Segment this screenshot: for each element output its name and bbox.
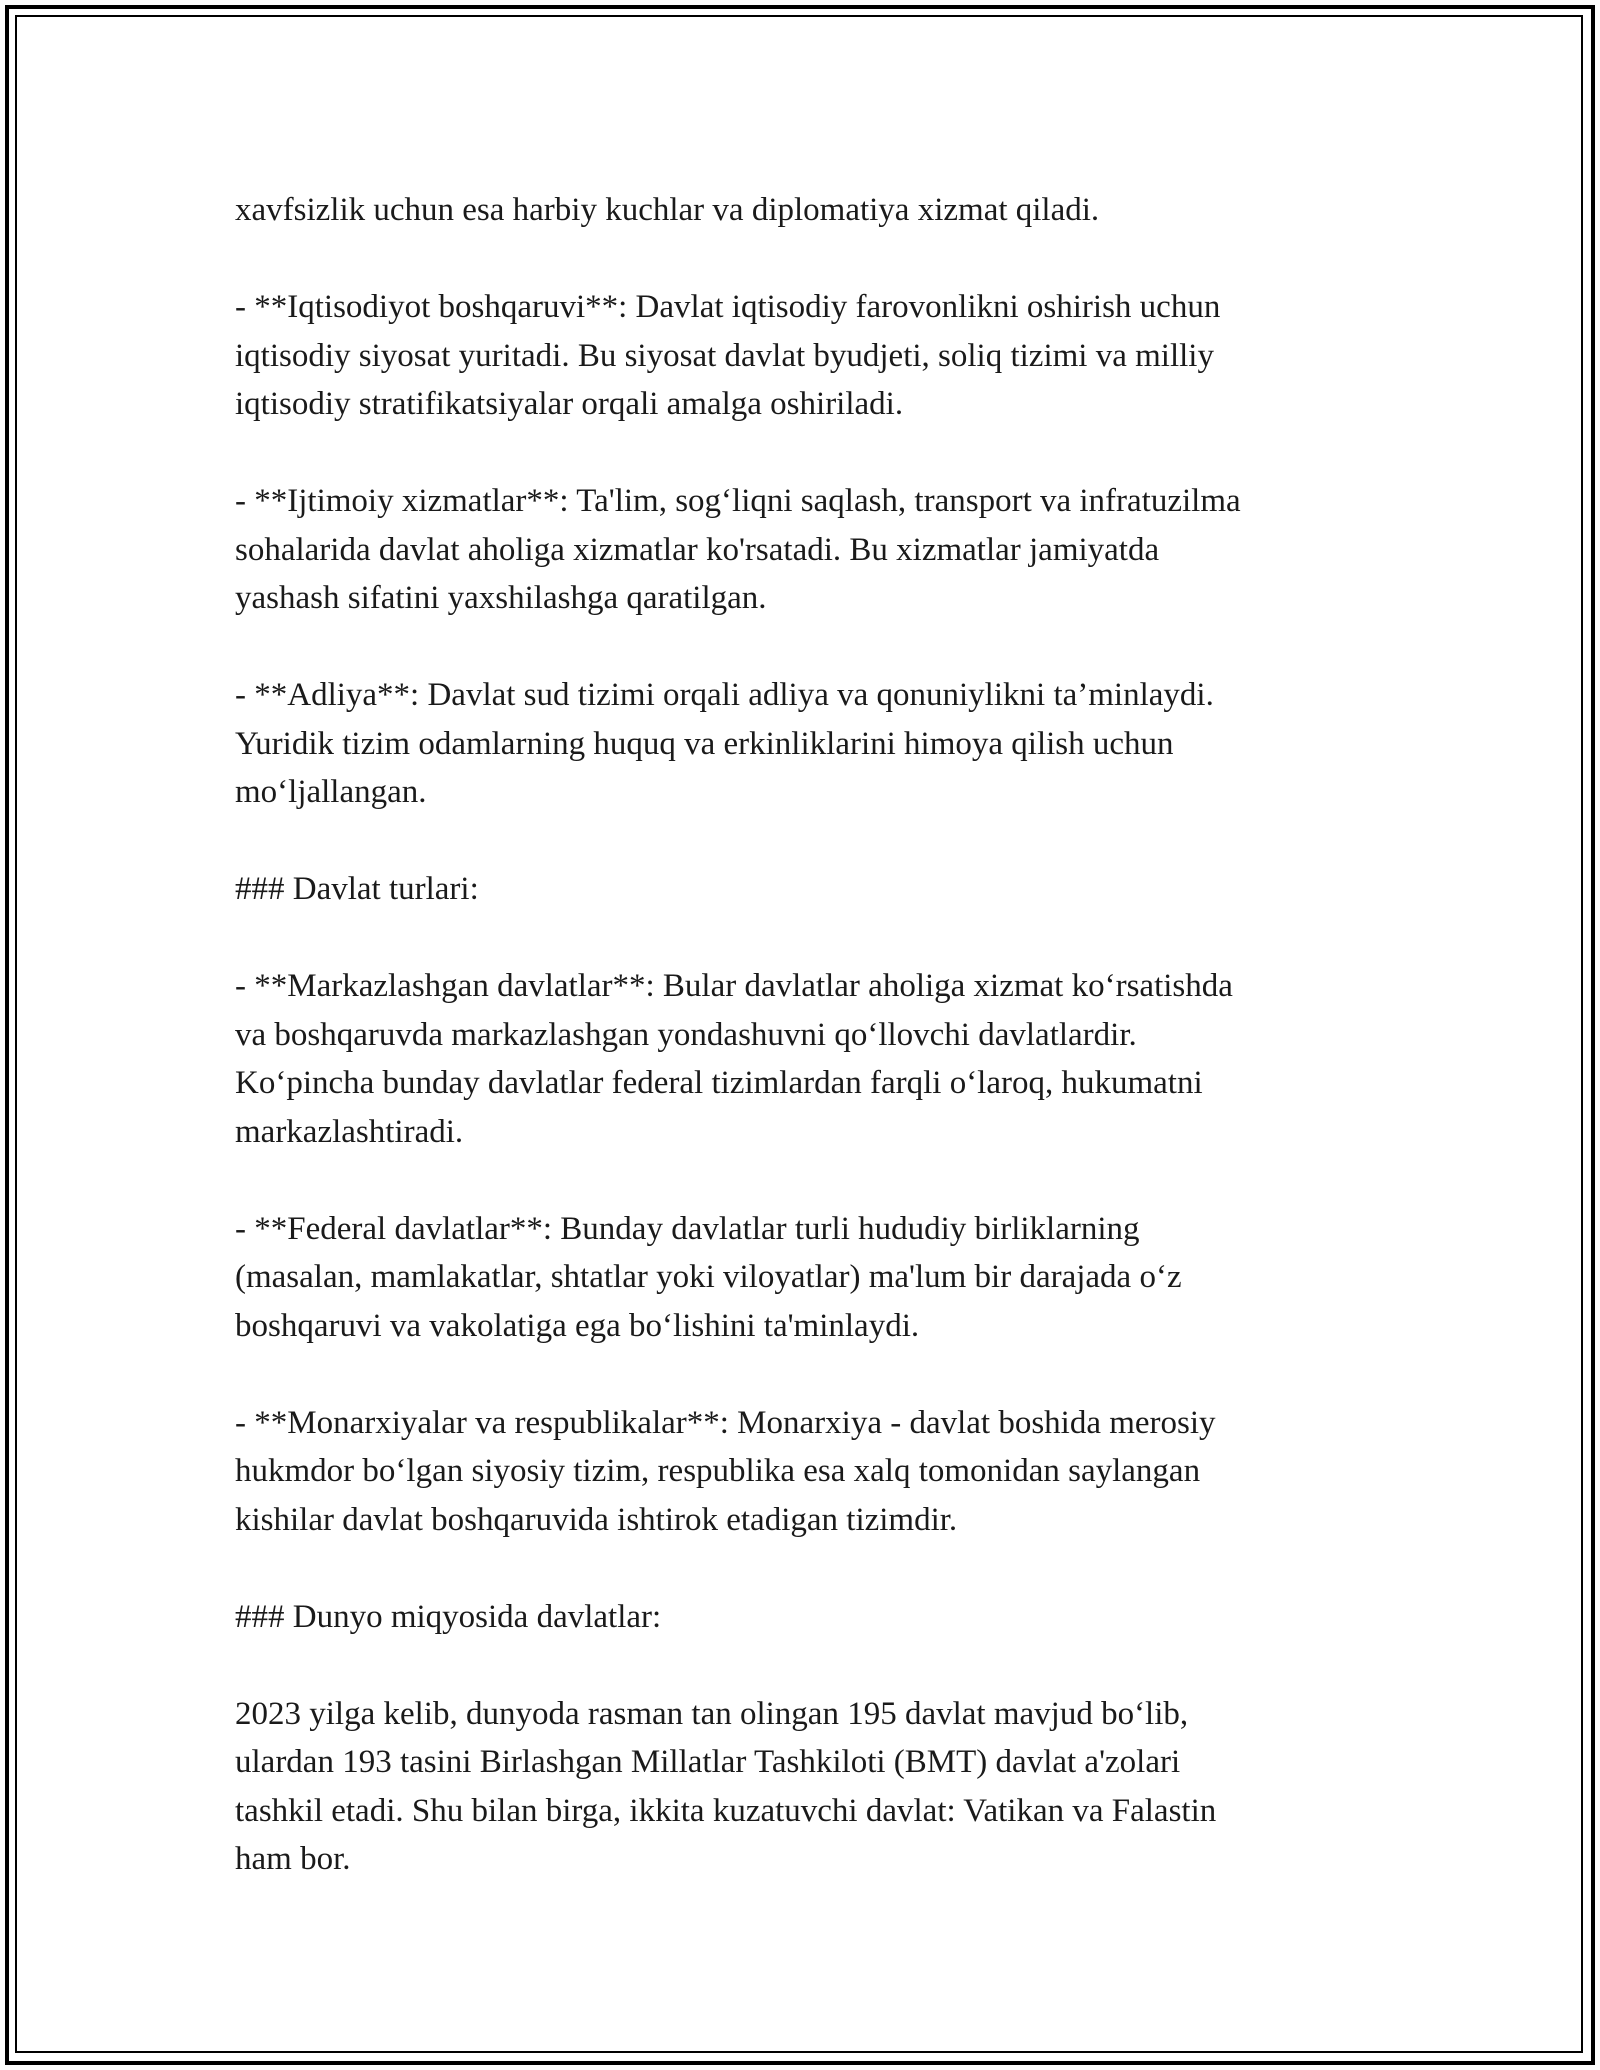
paragraph-justice: - **Adliya**: Davlat sud tizimi orqali adliya va qonuniylikni ta’minlaydi. Yuridik tizim odamlarning huquq va erkinliklarini himoya qilish uchun mo‘ljallangan. — [235, 677, 1214, 810]
paragraph-economy-management: - **Iqtisodiyot boshqaruvi**: Davlat iqtisodiy farovonlikni oshirish uchun iqtisodiy siyosat yuritadi. Bu siyosat davlat byudjeti, soliq tizimi va milliy iqtisodiy stratifikatsiyalar orqali amalga oshiriladi. — [235, 289, 1221, 422]
paragraph-security-continuation: xavfsizlik uchun esa harbiy kuchlar va diplomatiya xizmat qiladi. — [235, 192, 1100, 228]
heading-world-states: ### Dunyo miqyosida davlatlar: — [235, 1598, 662, 1635]
paragraph-world-count: 2023 yilga kelib, dunyoda rasman tan olingan 195 davlat mavjud bo‘lib, ulardan 193 tasini Birlashgan Millatlar Tashkiloti (BMT) davlat a'zolari tashkil etadi. Shu bilan birga, ikkita kuzatuvchi davlat: Vatikan va Falastin ham bor. — [235, 1695, 1217, 1877]
paragraph-centralized-states: - **Markazlashgan davlatlar**: Bular davlatlar aholiga xizmat ko‘rsatishda va boshqaruvda markazlashgan yondashuvni qo‘llovchi davlatlardir. Ko‘pincha bunday davlatlar federal tizimlardan farqli o‘laroq, hukumatni markazlashtiradi. — [235, 968, 1233, 1150]
paragraph-federal-states: - **Federal davlatlar**: Bunday davlatlar turli hududiy birliklarning (masalan, mamlakatlar, shtatlar yoki viloyatlar) ma'lum bir darajada o‘z boshqaruvi va vakolatiga ega bo‘lishini ta'minlaydi. — [235, 1210, 1182, 1344]
heading-state-types: ### Davlat turlari: — [235, 871, 479, 907]
paragraph-monarchies-republics: - **Monarxiyalar va respublikalar**: Monarxiya - davlat boshida merosiy hukmdor bo‘lgan siyosiy tizim, respublika esa xalq tomonidan saylangan kishilar davlat boshqaruvida ishtirok etadigan tizimdir. — [235, 1404, 1216, 1538]
document-body — [235, 186, 1415, 1884]
paragraph-social-services: - **Ijtimoiy xizmatlar**: Ta'lim, sog‘liqni saqlash, transport va infratuzilma sohalarida davlat aholiga xizmatlar ko'rsatadi. Bu xizmatlar jamiyatda yashash sifatini yaxshilashga qaratilgan. — [235, 483, 1241, 616]
